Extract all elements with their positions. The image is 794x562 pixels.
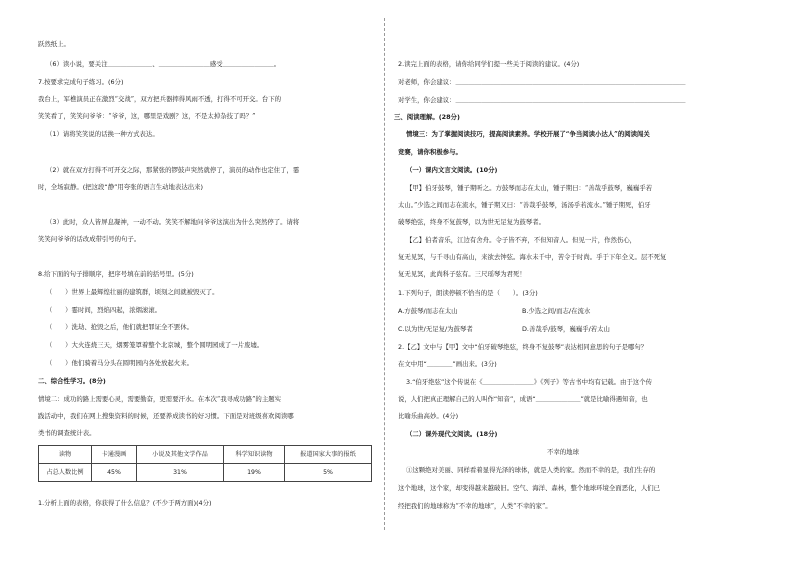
scene-3-line: 竞赛，请你积极参与。 [398, 148, 462, 156]
scene-2-line: 类书的调查统计表。 [38, 429, 96, 437]
yi-text-line: 复无见冥，此尚科子弦有。三尺瑶琴为君死！ [398, 270, 526, 278]
q7-passage-line: 笑笑看了，笑笑问爷爷：“爷爷，这，哪里是戏剧？这，不是太掉杂技了吗？” [38, 112, 256, 120]
advice-teacher: 对老师，你会建议：＿＿＿＿＿＿＿＿＿＿＿＿＿＿＿＿＿＿＿＿＿＿＿＿＿＿＿＿＿＿＿＿＿＿＿＿ [398, 78, 686, 86]
option-a: A.方鼓琴/而志在太山 [398, 307, 458, 315]
q8-item: （ ）霎时间，烈焰四起，浓烟滚滚。 [46, 306, 162, 314]
article-text-line: 经把我们的地球称为“不幸的地球”，人类“不幸的家”。 [398, 502, 552, 510]
jia-text-line: 太山。”少选之间而志在流水，锺子期又曰：“善哉乎鼓琴，汤汤乎若流水。”锺子期死，伯牙 [398, 201, 651, 209]
q8-item: （ ）洗劫、抢毁之后，他们就把罪证全不罢休。 [46, 323, 193, 331]
table-cell: 31% [137, 464, 224, 482]
scene-3-line: 情境三：为了掌握阅读技巧，提高阅读素养。学校开展了“争当阅读小达人”的阅读闯关 [406, 130, 650, 138]
yi-text-line: 复无见冥，与千寻山有高山，来欲去钟弦。海水未千中，苦令于时尚。乎于下年全义。层不死复 [398, 253, 667, 261]
table-cell: 45% [92, 464, 137, 482]
q7-sub-3: （3）此时，众人皆屏息凝神，一动不动。笑笑不解地问爷爷这演出为什么突然停了。请将 [46, 218, 300, 226]
table-header-row [39, 446, 372, 464]
section-2-title: 二、综合性学习。(8分) [38, 377, 106, 385]
article-text-line: 这个地球，这个家，却变得越来越破旧。空气、海洋、森林，整个地球环境全面恶化，人们已 [398, 484, 661, 492]
reading-question-3-cont: 比喻乐曲高妙。(4分) [398, 412, 459, 420]
reading-question-3-cont: 说，人们把真正理解自己的人叫作“知音”，成语“＿＿＿＿＿＿＿”就是比喻得遇知音，也 [398, 395, 648, 403]
q7-passage-line: 我台上，军樵演员正在激烈“交战”，双方把兵器摔得风雨不透，打得不可开交。台下的 [38, 95, 281, 103]
table-header-cell: 卡通漫画 [92, 446, 137, 464]
reading-question-2: 2.【乙】文中与【甲】文中“伯牙破琴绝弦，终身不复鼓琴”表达相同意思的句子是哪句？ [398, 343, 648, 351]
text-line: 跃然纸上。 [38, 40, 70, 48]
article-text-line: ①这颗绝对美丽、同样看着显得光泽的球体，就是人类的家。然而不幸的是，我们生存的 [406, 466, 656, 474]
table-header-cell: 读物 [39, 446, 92, 464]
column-divider [384, 18, 385, 530]
section-3-title: 三、阅读理解。(28分) [394, 113, 460, 121]
table-row [39, 464, 372, 482]
table-cell: 占总人数比例 [39, 464, 92, 482]
question-8-title: 8.给下面的句子排顺序，把序号填在前的括号里。(5分) [38, 270, 194, 278]
reading-question-2-cont: 在文中用“＿＿＿＿”画出来。(3分) [398, 360, 497, 368]
q7-sub-2: （2）就在双方打得不可开交之际，那紧张的锣鼓声突然就停了，演员的动作也定住了，霎 [46, 166, 300, 174]
table-cell: 5% [285, 464, 372, 482]
q7-sub-3-cont: 笑笑问爷爷的话改成带引号的句子。 [38, 235, 141, 243]
table-header-cell: 小说及其他文学作品 [137, 446, 224, 464]
q8-item: （ ）世界上最辉煌壮丽的建筑群，顷刻之间就被毁灭了。 [46, 288, 219, 296]
option-c: C.以为世/无足复/为鼓琴者 [398, 325, 473, 333]
advice-student: 对学生，你会建议：＿＿＿＿＿＿＿＿＿＿＿＿＿＿＿＿＿＿＿＿＿＿＿＿＿＿＿＿＿＿＿＿＿＿＿＿ [398, 96, 686, 104]
question-6: （6）读小说，要关注＿＿＿＿＿＿＿、＿＿＿＿＿＿＿＿感受＿＿＿＿＿＿＿＿。 [46, 60, 281, 68]
option-b: B.少选之间/而志/在流水 [522, 307, 591, 315]
question-7-title: 7.按要求完成句子练习。(6分) [38, 78, 124, 86]
question-2: 2.读完上面的表格，请你给同学们提一些关于阅读的建议。(4分) [398, 60, 580, 68]
jia-text-line: 破琴绝弦，终身不复鼓琴，以为世无足复为鼓琴者。 [398, 218, 545, 226]
table-header-cell: 报道国家大事的报纸 [285, 446, 372, 464]
q7-sub-2-cont: 时，全场寂静。(把这段“静”用夸张的语言生动地表达出来) [38, 183, 203, 191]
jia-text-line: 【甲】伯牙鼓琴，锺子期听之。方鼓琴而志在太山，锺子期曰：“善哉乎鼓琴，巍巍乎若 [406, 184, 653, 192]
scene-2-line: 践活动中，我们在网上搜集资料的时候，还要养成读书的好习惯。下面是对班级喜欢阅读哪 [38, 412, 294, 420]
article-title: 不幸的地球 [547, 448, 579, 456]
q8-item: （ ）他们骑着马分头在圆明园内各处放起火来。 [46, 359, 193, 367]
table-header-cell: 科学知识读物 [224, 446, 285, 464]
part-1-title: （一）课内文言文阅读。(10分) [406, 166, 498, 174]
part-2-title: （二）课外现代文阅读。(18分) [406, 430, 498, 438]
question-1: 1.分析上面的表格，你获得了什么信息？(不少于两方面)(4分) [38, 499, 212, 507]
q7-sub-1: （1）请将笑笑说的话换一种方式表达。 [46, 130, 159, 138]
reading-question-3: 3.“伯牙绝弦”这个传说在《＿＿＿＿＿＿＿＿》《列子》等古书中均有记载。由于这个传 [406, 378, 652, 386]
reading-question-1: 1.下列句子，朗读停顿不恰当的是（ ）。(3分) [398, 289, 538, 297]
scene-2-line: 情境二：成功的路上需要心灵，需要勤奋，更需要汗水。在本次“我寻成功路”的主题实 [38, 395, 281, 403]
option-d: D.善哉乎/鼓琴，巍巍乎/若太山 [522, 325, 610, 333]
yi-text-line: 【乙】伯者音乐，江边有舍舟。令子皆不弃，不但知音人。但见一片，作然伤心， [406, 236, 637, 244]
q8-item: （ ）大火连烧三天，烟雾笼罩着整个北京城，整个圆明园成了一片废墟。 [46, 341, 264, 349]
table-cell: 19% [224, 464, 285, 482]
reading-survey-table [38, 445, 372, 482]
